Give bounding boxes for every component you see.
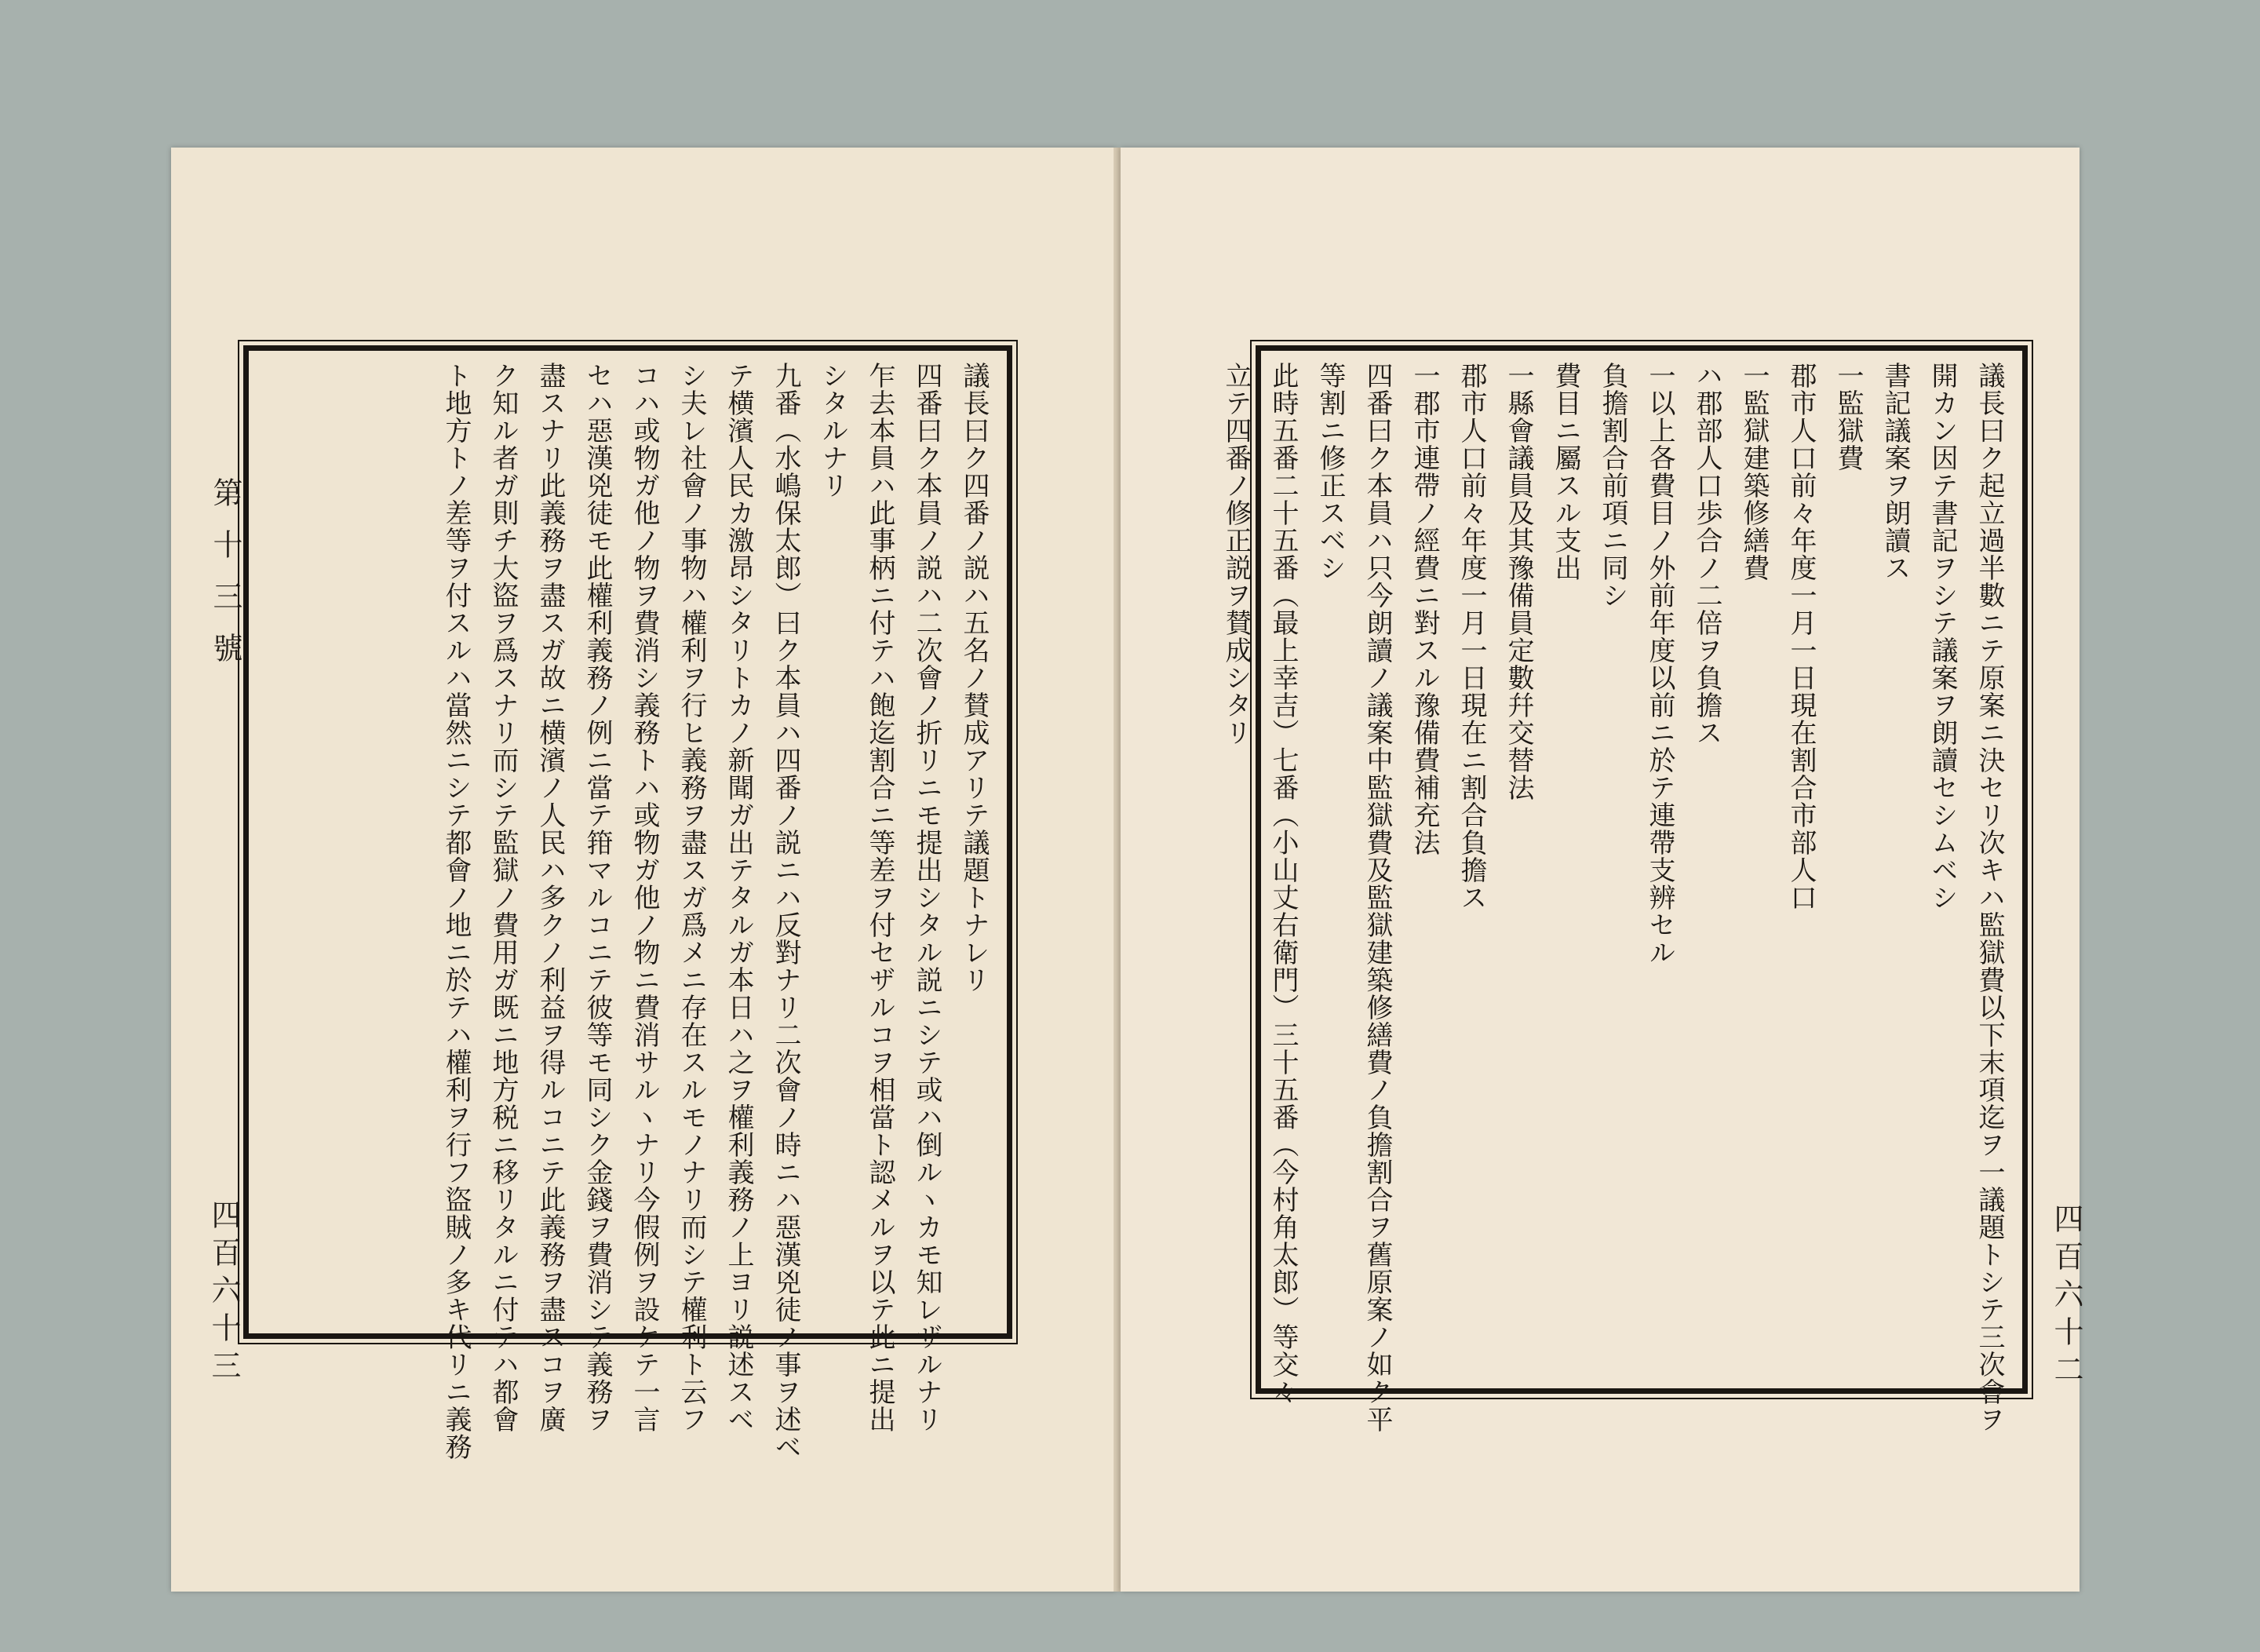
text-frame [1220,345,2028,1433]
text-frame [243,345,1012,1461]
text-line: 四番曰ク本員ハ只今朗讀ノ議案中監獄費及監獄建築修繕費ノ負擔割合ヲ舊原案ノ如ク平 [1361,362,1393,1433]
text-line: ハ郡部人口歩合ノ二倍ヲ負擔ス [1691,362,1722,746]
text-line: 郡市人口前々年度一月一日現在ニ割合負擔ス [1456,362,1487,911]
text-line: 盡スナリ此義務ヲ盡スガ故ニ横濱ノ人民ハ多クノ利益ヲ得ルコニテ此義務ヲ盡スコヲ廣 [534,362,566,1433]
text-line: 四番曰ク本員ノ説ハ二次會ノ折リニモ提出シタル説ニシテ或ハ倒ルヽカモ知レザルナリ [911,362,942,1433]
body-text [1220,351,2022,1433]
left-page [171,148,1117,1592]
text-line: 議長曰ク起立過半數ニテ原案ニ決セリ次キハ監獄費以下末項迄ヲ一議題トシテ三次會ヲ [1974,362,2005,1433]
text-line: 乍去本員ハ此事柄ニ付テハ飽迄割合ニ等差ヲ付セザルコヲ相當ト認メルヲ以テ此ニ提出 [864,362,895,1433]
page-number: 四百六十二 [2049,1203,2083,1391]
text-line: 九番（水嶋保太郎）曰ク本員ハ四番ノ説ニハ反對ナリ二次會ノ時ニハ惡漢兇徒ノ事ヲ述ベ [770,362,801,1461]
text-line: シタルナリ [817,362,848,499]
text-line: 一郡市連帶ノ經費ニ對スル豫備費補充法 [1409,362,1440,856]
text-line: 書記議案ヲ朗讀ス [1879,362,1911,582]
text-line: セハ惡漢兇徒モ此權利義務ノ例ニ當テ箝マルコニテ彼等モ同シク金錢ヲ費消シテ義務ヲ [581,362,613,1433]
text-line: 郡市人口前々年度一月一日現在割合市部人口 [1785,362,1817,911]
issue-label: 第十三號 [208,477,242,684]
text-line: 此時五番二十五番（最上幸吉）七番（小山丈右衛門）三十五番（今村角太郎）等交々 [1267,362,1299,1406]
text-line: 一縣會議員及其豫備員定數幷交替法 [1503,362,1534,801]
text-line: 費目ニ屬スル支出 [1550,362,1581,582]
text-line: 等割ニ修正スベシ [1314,362,1346,582]
text-line: ク知ル者ガ則チ大盜ヲ爲スナリ而シテ監獄ノ費用ガ既ニ地方税ニ移リタルニ付テハ都會 [487,362,519,1433]
text-line: 立テ四番ノ修正説ヲ賛成シタリ [1220,362,1252,746]
text-line: ト地方トノ差等ヲ付スルハ當然ニシテ都會ノ地ニ於テハ權利ヲ行フ盜賊ノ多キ代リニ義務 [440,362,472,1461]
text-line: 一監獄建築修繕費 [1738,362,1770,582]
text-line: 負擔割合前項ニ同シ [1597,362,1628,609]
page-number: 四百六十三 [206,1199,241,1388]
text-line: 開カン因テ書記ヲシテ議案ヲ朗讀セシムベシ [1926,362,1958,911]
text-line: 議長曰ク四番ノ説ハ五名ノ賛成アリテ議題トナレリ [958,362,990,994]
text-line: 一監獄費 [1832,362,1864,472]
text-line: テ横濱人民カ激昂シタリトカノ新聞ガ出テタルガ本日ハ之ヲ權利義務ノ上ヨリ説述スベ [723,362,754,1433]
text-line: シ夫レ社會ノ事物ハ權利ヲ行ヒ義務ヲ盡スガ爲メニ存在スルモノナリ而シテ權利ト云フ [676,362,707,1433]
text-line: コハ或物ガ他ノ物ヲ費消シ義務トハ或物ガ他ノ物ニ費消サルヽナリ今假例ヲ設ケテ一言 [629,362,660,1433]
text-line: 一以上各費目ノ外前年度以前ニ於テ連帶支辨セル [1644,362,1675,966]
right-page [1121,148,2083,1592]
body-text [249,351,1007,1461]
